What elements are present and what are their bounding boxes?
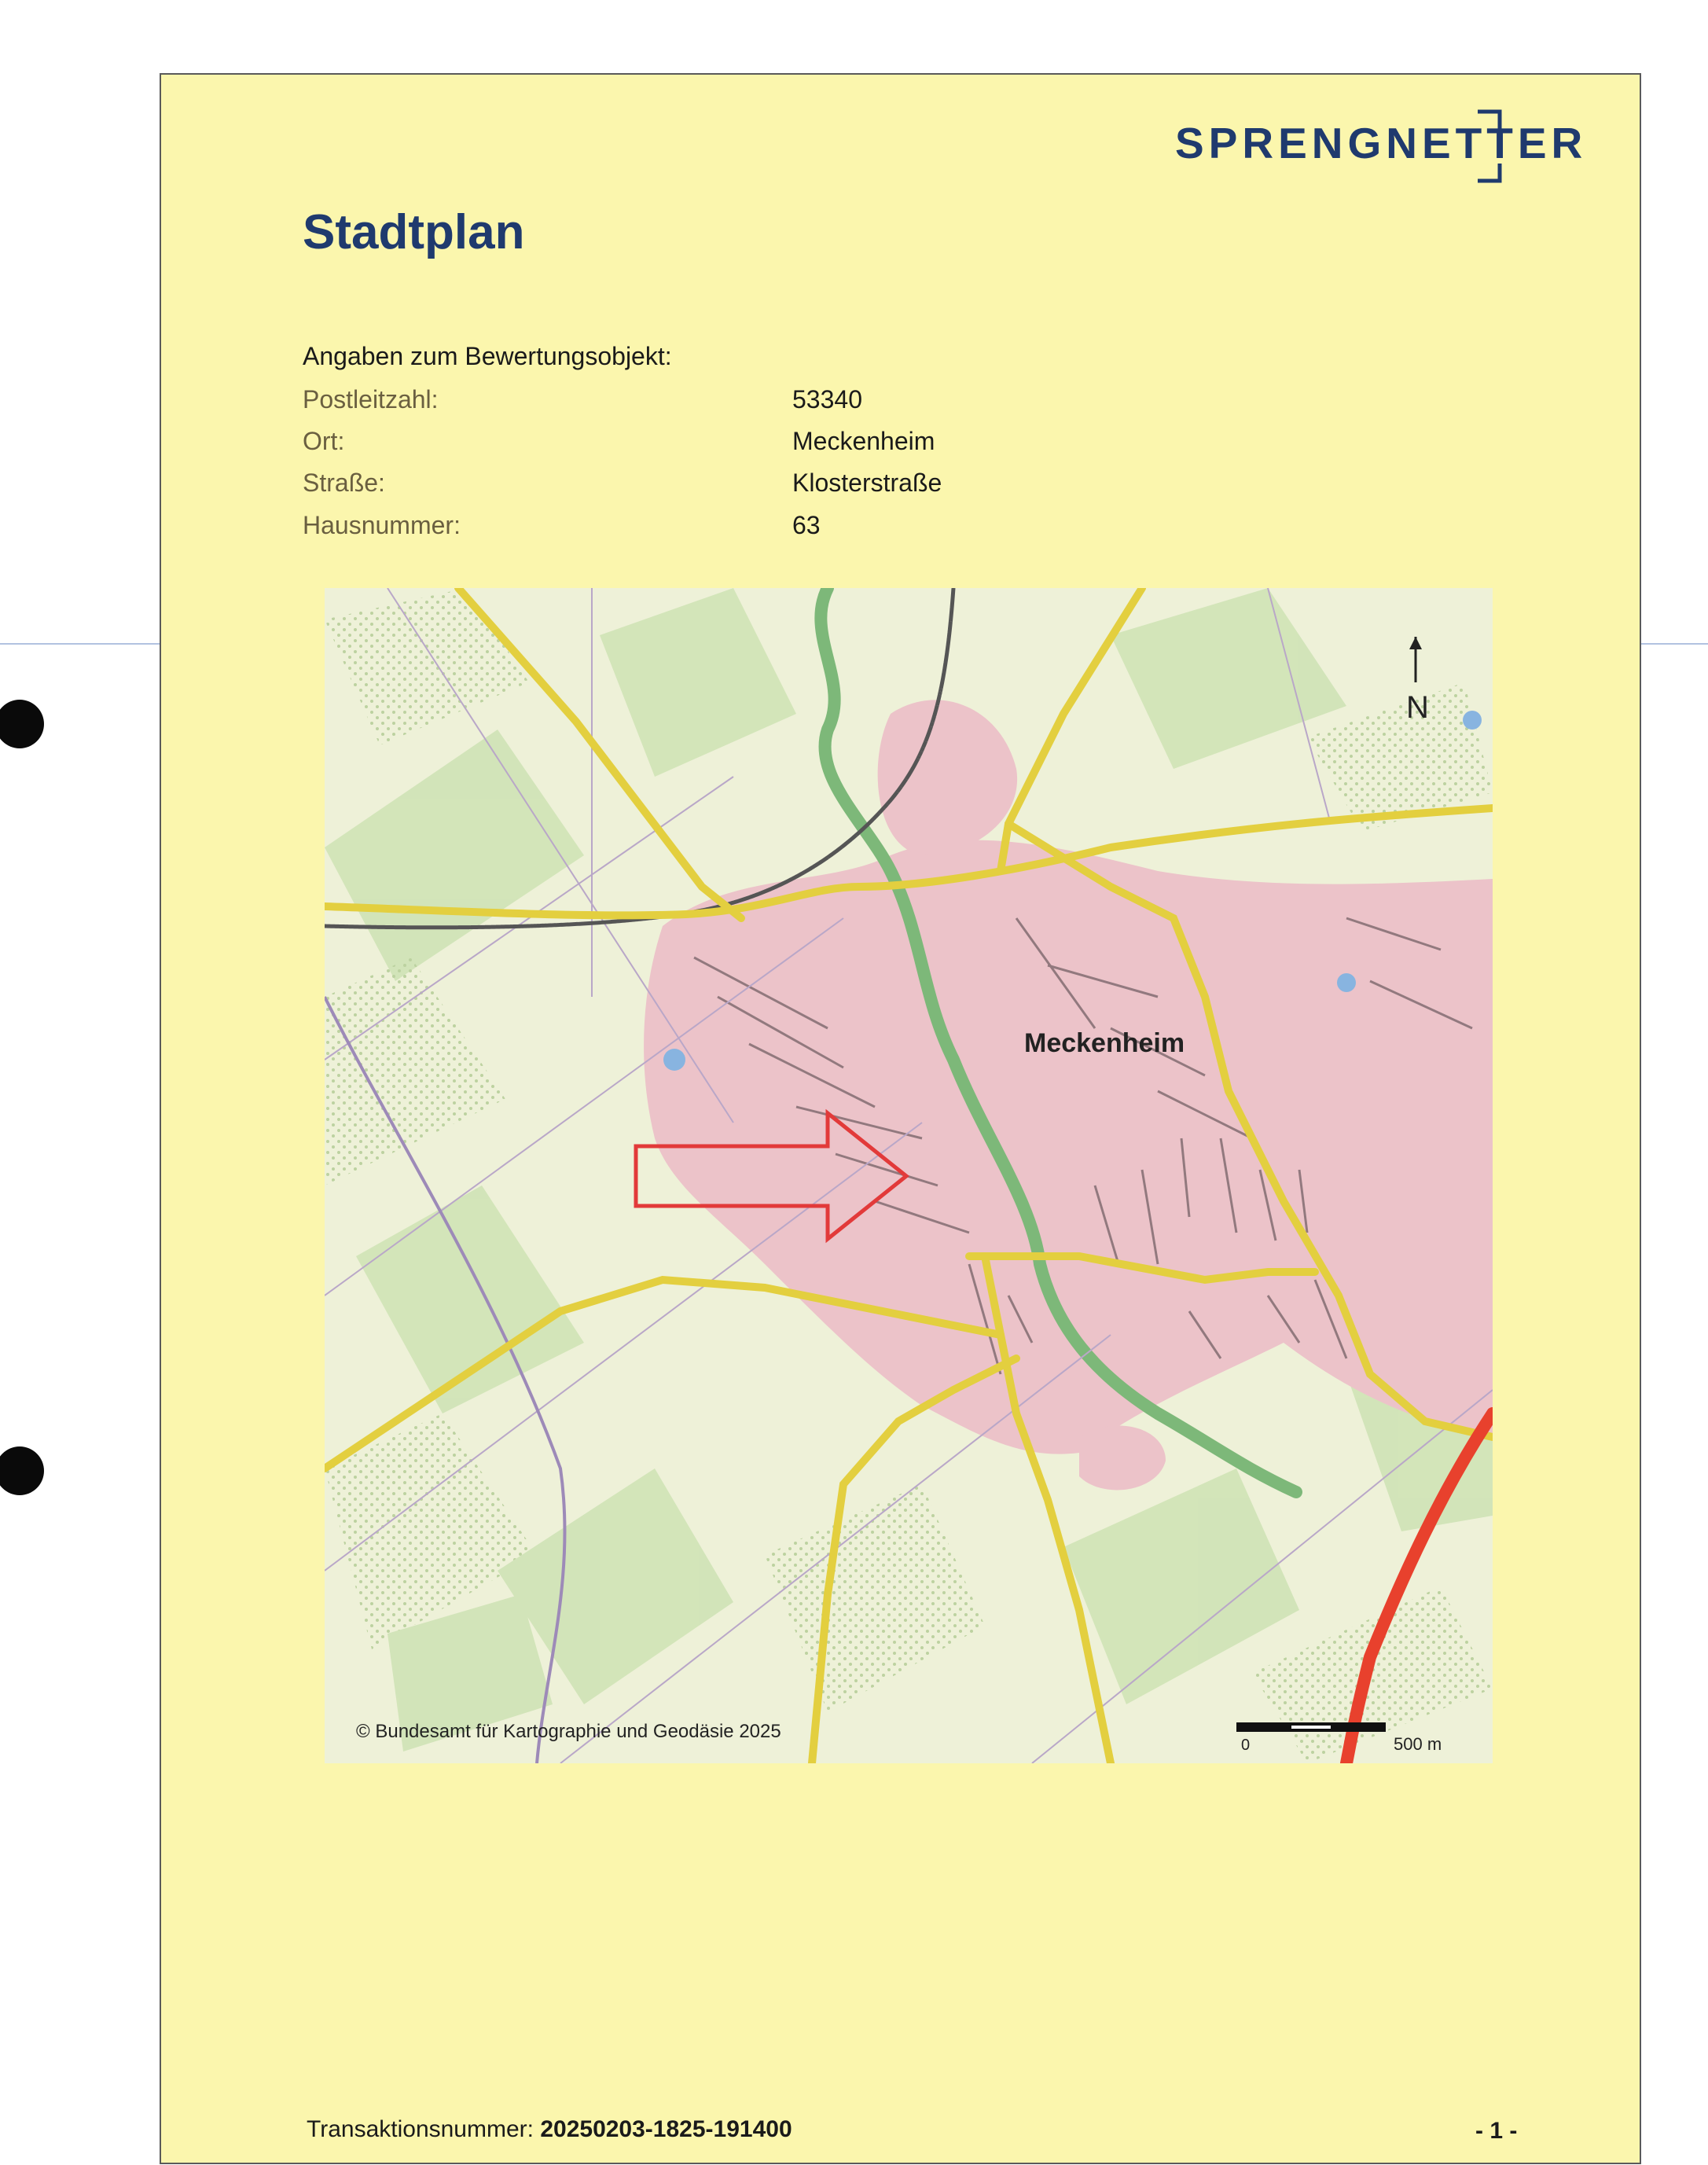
city-label: Ort: (303, 427, 345, 455)
town-label: Meckenheim (1024, 1028, 1185, 1058)
pond-3 (1463, 711, 1482, 730)
north-label: N (1406, 690, 1429, 725)
page-number: - 1 - (1475, 2118, 1518, 2144)
house-number-label: Hausnummer: (303, 511, 461, 539)
scale-end: 500 m (1394, 1734, 1442, 1754)
transaction-label: Transaktionsnummer: (307, 2116, 534, 2142)
logo-text: SPRENGNETTER (1175, 119, 1588, 167)
punch-hole-bottom (0, 1446, 44, 1495)
object-section-label: Angaben zum Bewertungsobjekt: (303, 342, 672, 370)
postal-code-label: Postleitzahl: (303, 385, 439, 414)
map-canvas (325, 588, 1493, 1763)
city-map (325, 588, 1493, 1763)
logo-bracket-icon (1462, 104, 1509, 189)
transaction-number: 20250203-1825-191400 (540, 2116, 792, 2142)
street-value: Klosterstraße (792, 469, 942, 497)
postal-code-value: 53340 (792, 385, 862, 414)
punch-hole-top (0, 700, 44, 748)
map-copyright: © Bundesamt für Kartographie und Geodäsie 2025 (356, 1721, 781, 1742)
transaction-footer (307, 2116, 792, 2143)
page-title: Stadtplan (303, 205, 525, 259)
pond-2 (1337, 973, 1356, 992)
city-value: Meckenheim (792, 427, 935, 455)
pond-1 (663, 1049, 685, 1071)
house-number-value: 63 (792, 511, 821, 539)
scale-start: 0 (1241, 1737, 1251, 1754)
sprengnetter-logo (1175, 104, 1598, 197)
street-label: Straße: (303, 469, 385, 497)
